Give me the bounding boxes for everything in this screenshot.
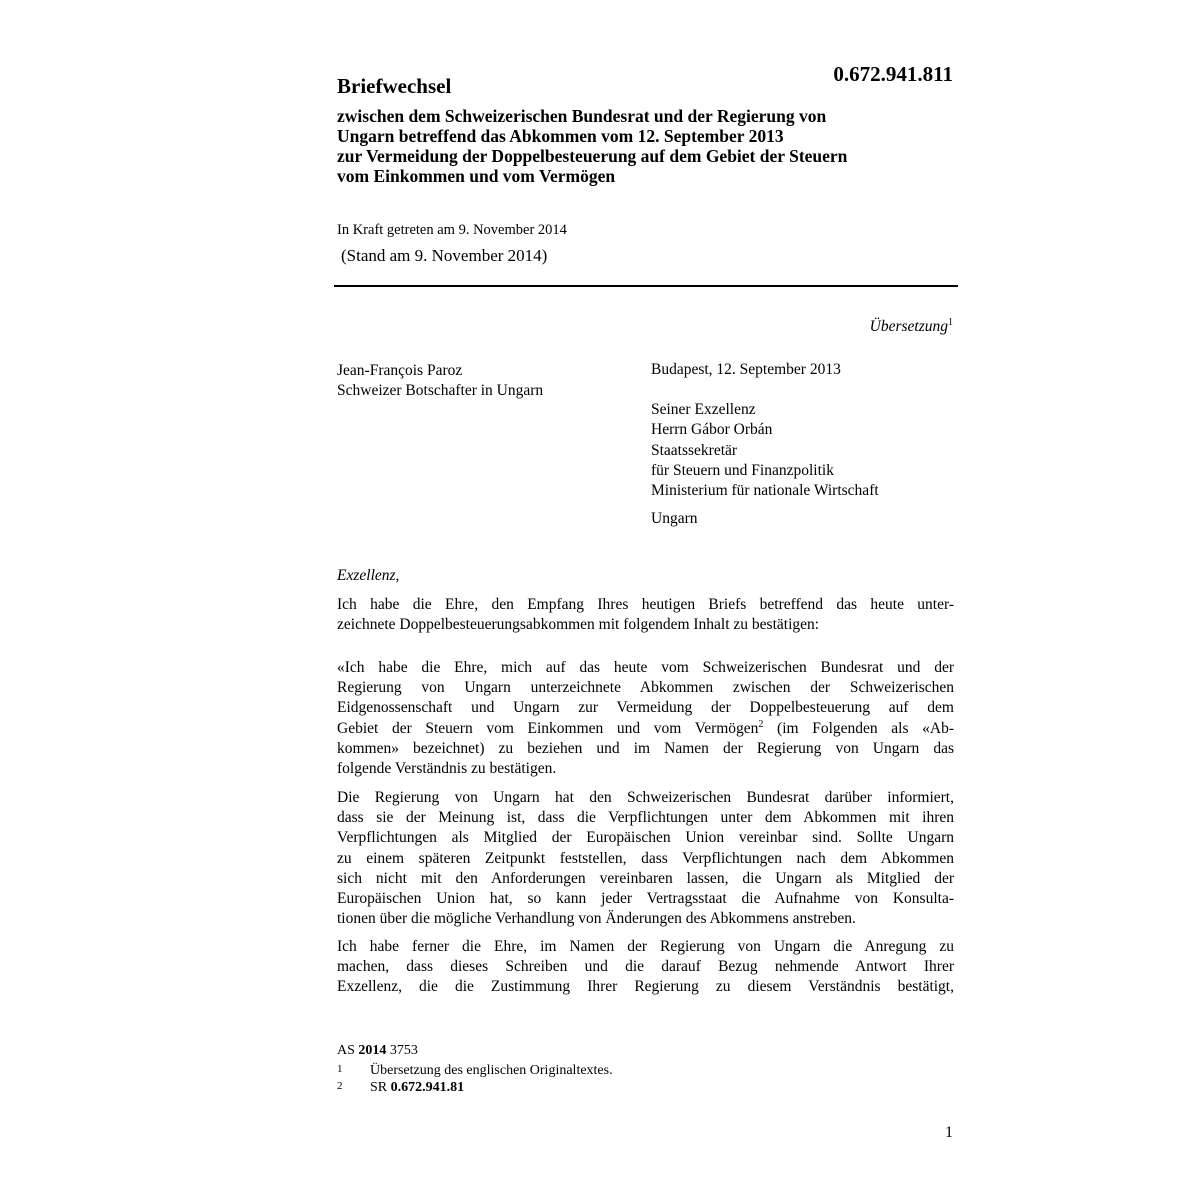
translation-note bbox=[870, 317, 953, 336]
paragraph-line: machen, dass dieses Schreiben und die darauf Bezug nehmende Antwort Ihrer bbox=[337, 958, 954, 976]
footnote-text: Übersetzung des englischen Originaltextes. bbox=[370, 1063, 613, 1078]
paragraph-line: tionen über die mögliche Verhandlung von Änderungen des Abkommens anstreben. bbox=[337, 910, 856, 928]
paragraph-3 bbox=[337, 788, 954, 929]
paragraph-line: Die Regierung von Ungarn hat den Schweizerischen Bundesrat darüber informiert, bbox=[337, 789, 954, 806]
ref-line-end: (im Folgenden als «Ab- bbox=[763, 719, 954, 737]
recipient-line: für Steuern und Finanzpolitik bbox=[651, 461, 834, 479]
paragraph-line: folgende Verständnis zu bestätigen. bbox=[337, 760, 557, 778]
paragraph-line: «Ich habe die Ehre, mich auf das heute vom Schweizerischen Bundesrat und der bbox=[337, 659, 954, 676]
status-date: (Stand am 9. November 2014) bbox=[341, 246, 548, 265]
subtitle-line: vom Einkommen und vom Vermögen bbox=[337, 166, 616, 186]
ref-line-start: Gebiet der Steuern vom Einkommen und vom Vermögen bbox=[337, 719, 759, 737]
document-title: Briefwechsel bbox=[337, 74, 452, 98]
header-divider bbox=[334, 285, 958, 287]
footnote-sr-number: 0.672.941.81 bbox=[390, 1080, 465, 1095]
paragraph-line: Ich habe die Ehre, den Empfang Ihres heutigen Briefs betreffend das heute unter- bbox=[337, 596, 954, 613]
footnote-2 bbox=[337, 1080, 464, 1096]
sender-name: Jean-François Paroz bbox=[337, 362, 463, 379]
in-force-date: In Kraft getreten am 9. November 2014 bbox=[337, 222, 567, 238]
letter-sender bbox=[337, 361, 543, 401]
letter-place-date: Budapest, 12. September 2013 bbox=[651, 361, 841, 378]
recipient-line: Herrn Gábor Orbán bbox=[651, 421, 773, 439]
footnote-number: 1 bbox=[337, 1063, 343, 1075]
salutation: Exzellenz, bbox=[337, 567, 400, 584]
sender-title: Schweizer Botschafter in Ungarn bbox=[337, 382, 544, 399]
recipient-line: Staatssekretär bbox=[651, 441, 738, 459]
paragraph-2 bbox=[337, 658, 954, 779]
recipient-line: Seiner Exzellenz bbox=[651, 401, 756, 418]
paragraph-1 bbox=[337, 595, 954, 635]
paragraph-line: Europäischen Union hat, so kann jeder Vertragsstaat die Aufnahme von Konsulta- bbox=[337, 890, 954, 908]
paragraph-line: Eidgenossenschaft und Ungarn zur Vermeidung der Doppelbesteuerung auf dem bbox=[337, 699, 954, 717]
paragraph-line: sich nicht mit den Anforderungen vereinbaren lassen, die Ungarn als Mitglied der bbox=[337, 869, 954, 887]
as-page: 3753 bbox=[386, 1043, 418, 1058]
recipient-country: Ungarn bbox=[651, 510, 698, 527]
paragraph-4 bbox=[337, 937, 954, 998]
paragraph-line: zeichnete Doppelbesteuerungsabkommen mit folgendem Inhalt zu bestätigen: bbox=[337, 616, 820, 634]
footnote-ref: 1 bbox=[948, 317, 953, 328]
subtitle-line: Ungarn betreffend das Abkommen vom 12. September 2013 bbox=[337, 126, 784, 146]
paragraph-line: Ich habe ferner die Ehre, im Namen der Regierung von Ungarn die Anregung zu bbox=[337, 938, 954, 955]
paragraph-line: dass sie der Meinung ist, dass die Verpflichtungen unter dem Abkommen mit ihren bbox=[337, 809, 954, 827]
footnote-ref: 2 bbox=[758, 718, 764, 730]
as-year: 2014 bbox=[358, 1043, 387, 1058]
document-subtitle bbox=[337, 106, 957, 186]
footnote-prefix: SR bbox=[370, 1080, 391, 1095]
paragraph-line: kommen» bezeichnet) zu beziehen und im Namen der Regierung von Ungarn das bbox=[337, 739, 954, 757]
paragraph-line bbox=[337, 719, 954, 739]
footnote-number: 2 bbox=[337, 1080, 343, 1092]
footnote-1 bbox=[337, 1063, 613, 1079]
official-collection-reference bbox=[337, 1043, 418, 1059]
subtitle-line: zwischen dem Schweizerischen Bundesrat und der Regierung von bbox=[337, 106, 827, 126]
paragraph-line: Regierung von Ungarn unterzeichnete Abkommen zwischen der Schweizerischen bbox=[337, 679, 954, 697]
subtitle-line: zur Vermeidung der Doppelbesteuerung auf dem Gebiet der Steuern bbox=[337, 146, 848, 166]
as-prefix: AS bbox=[337, 1043, 359, 1058]
paragraph-line: zu einem späteren Zeitpunkt feststellen, dass Verpflichtungen nach dem Abkommen bbox=[337, 849, 954, 867]
letter-recipient bbox=[651, 400, 879, 501]
page-number: 1 bbox=[945, 1124, 953, 1141]
paragraph-line: Verpflichtungen als Mitglied der Europäischen Union vereinbar sind. Sollte Ungarn bbox=[337, 829, 954, 847]
paragraph-line: Exzellenz, die die Zustimmung Ihrer Regierung zu diesem Verständnis bestätigt, bbox=[337, 978, 954, 996]
sr-number: 0.672.941.811 bbox=[833, 62, 953, 86]
translation-label: Übersetzung bbox=[869, 318, 948, 336]
recipient-line: Ministerium für nationale Wirtschaft bbox=[651, 482, 879, 500]
